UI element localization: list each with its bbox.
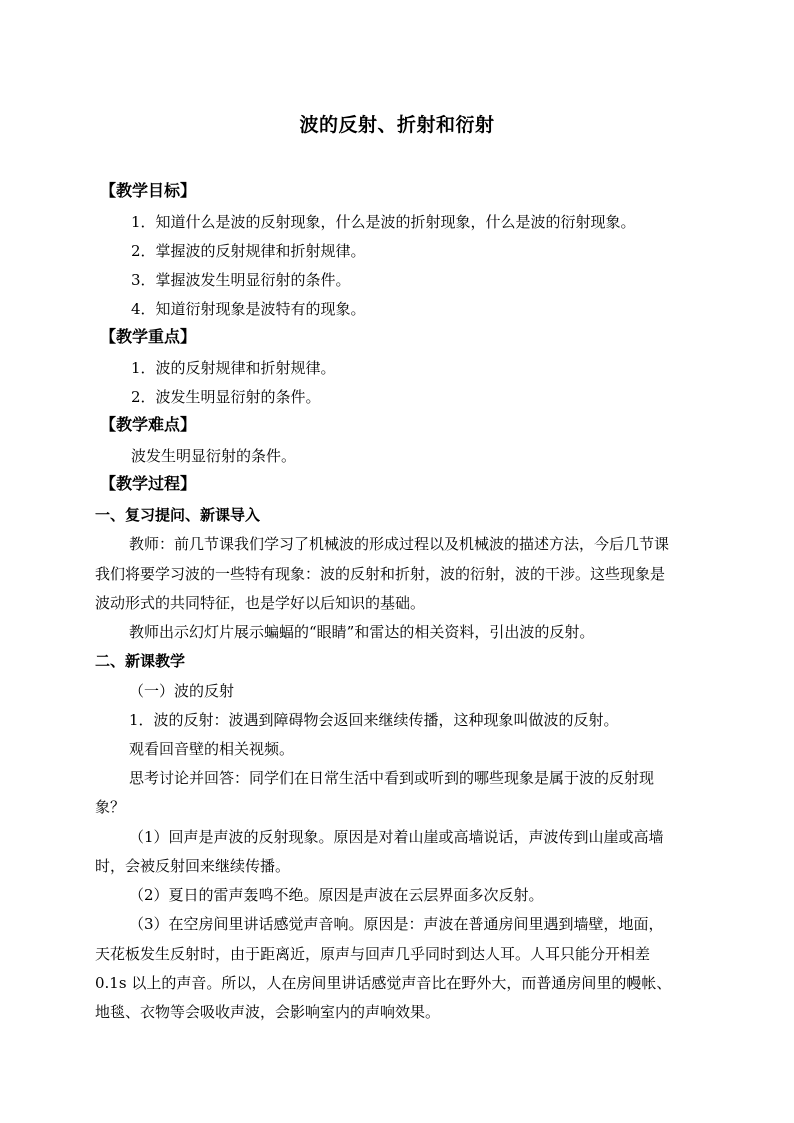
goals-heading: 【教学目标】 (100, 181, 197, 200)
process-heading: 【教学过程】 (100, 474, 197, 493)
paragraph-line: 思考讨论并回答：同学们在日常生活中看到或听到的哪些现象是属于波的反射现 (129, 769, 655, 787)
paragraph-line: 天花板发生反射时，由于距离近，原声与回声几乎同时到达人耳。人耳只能分开相差 (95, 945, 651, 963)
goals-item: 3．掌握波发生明显衍射的条件。 (131, 271, 351, 289)
paragraph-line: （1）回声是声波的反射现象。原因是对着山崖或高墙说话，声波传到山崖或高墙 (129, 828, 664, 846)
paragraph-line: 教师：前几节课我们学习了机械波的形成过程以及机械波的描述方法，今后几节课 (129, 535, 670, 553)
goals-item: 4．知道衍射现象是波特有的现象。 (131, 300, 366, 318)
paragraph-line: 象？ (95, 798, 126, 816)
part1-heading: 一、复习提问、新课导入 (95, 506, 261, 524)
paragraph-line: （3）在空房间里讲话感觉声音响。原因是：声波在普通房间里遇到墙壁，地面， (129, 915, 664, 933)
key-points-heading: 【教学重点】 (100, 327, 197, 346)
part2-heading: 二、新课教学 (95, 652, 186, 670)
paragraph-line: 观看回音壁的相关视频。 (129, 740, 295, 758)
paragraph-line: 时，会被反射回来继续传播。 (95, 857, 291, 875)
key-points-item: 1．波的反射规律和折射规律。 (131, 359, 336, 377)
goals-item: 1．知道什么是波的反射现象，什么是波的折射现象，什么是波的衍射现象。 (131, 213, 636, 231)
paragraph-line: 地毯、衣物等会吸收声波，会影响室内的声响效果。 (95, 1003, 441, 1021)
goals-item: 2．掌握波的反射规律和折射规律。 (131, 242, 366, 260)
paragraph-line: 波动形式的共同特征，也是学好以后知识的基础。 (95, 594, 426, 612)
subsection-heading: （一）波的反射 (129, 682, 235, 700)
paragraph-line: 我们将要学习波的一些特有现象：波的反射和折射，波的衍射，波的干涉。这些现象是 (95, 565, 666, 583)
document-title: 波的反射、折射和衍射 (299, 114, 495, 136)
difficulties-heading: 【教学难点】 (100, 415, 197, 434)
paragraph-line: 教师出示幻灯片展示蝙蝠的“眼睛”和雷达的相关资料，引出波的反射。 (129, 623, 595, 641)
difficulties-text: 波发生明显衍射的条件。 (131, 447, 297, 465)
paragraph-line: （2）夏日的雷声轰鸣不绝。原因是声波在云层界面多次反射。 (129, 886, 544, 904)
key-points-item: 2．波发生明显衍射的条件。 (131, 388, 321, 406)
paragraph-line: 0.1s 以上的声音。所以，人在房间里讲话感觉声音比在野外大，而普通房间里的幔帐、 (95, 974, 672, 992)
paragraph-line: 1．波的反射：波遇到障碍物会返回来继续传播，这种现象叫做波的反射。 (129, 711, 619, 729)
